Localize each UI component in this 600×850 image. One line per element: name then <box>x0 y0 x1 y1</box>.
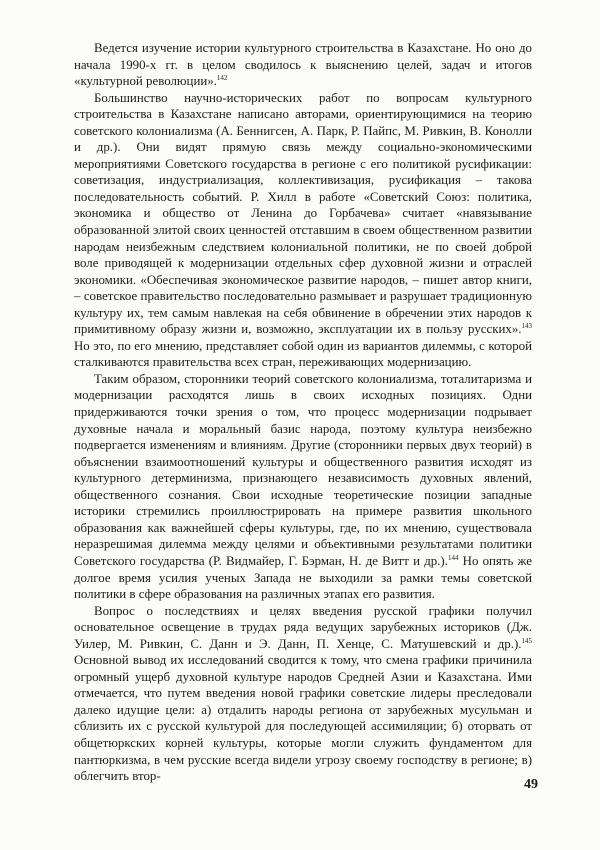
page-number: 49 <box>524 777 538 792</box>
paragraph-1 <box>74 40 532 90</box>
paragraph-text: Таким образом, сторонники теорий советского колониализма, тоталитаризма и модернизации расходятся лишь в своих исходных позициях. Одни придерживаются точки зрения о том, что процесс модернизации подрывает духовные начала и моральный базис народа, поэтому культура неизбежно подвергается изменениям и влияниям. Другие (сторонники первых двух теорий) в объяснении взаимоотношений культуры и общественного развития исходят из культурного детерминизма, признающего независимость духовных явлений, общественного сознания. Свои исходные теоретические позиции западные историки стремились проиллюстрировать на примере развития школьного образования как важнейшей сферы культуры, где, по их мнению, существовала неразрешимая дилемма между целями и объективными результатами политики Советского государства (Р. Видмайер, Г. Бэрман, Н. де Витт и др.). <box>74 371 532 568</box>
paragraph-text-tail: Но это, по его мнению, представляет собой один из вариантов дилеммы, с которой сталкиваются правительства всех стран, переживающих модернизацию. <box>74 338 532 370</box>
body-text <box>74 40 532 785</box>
paragraph-text: Большинство научно-исторических работ по вопросам культурного строительства в Казахстане написано авторами, ориентирующимися на теорию советского колониализма (А. Беннигсен, А. Парк, Р. Пайпс, М. Ривкин, В. Конолли и др.). Они видят прямую связь между социально-экономическими мероприятиями Советского государства в регионе с его политикой русификации: советизация, индустриализация, коллективизация, русификация – такова последовательность событий. Р. Хилл в работе «Советский Союз: политика, экономика и общество от Ленина до Горбачева» считает «навязывание образованной элитой своих ценностей отставшим в своем общественном развитии народам неизбежным следствием колониальной политики, не по своей доброй воле приводящей к модернизации отдельных сфер духовной жизни и отраслей экономики. «Обеспечивая экономическое развитие народов, – пишет автор книги, – советское правительство последовательно размывает и разрушает традиционную культуру их, тем самым навлекая на себя обвинение в обречении этих народов к примитивному образу жизни и, возможно, эксплуатации их в пользу русских». <box>74 90 532 337</box>
footnote-ref-142: 142 <box>216 74 228 83</box>
paragraph-3 <box>74 371 532 603</box>
footnote-ref-145: 145 <box>521 636 532 645</box>
paragraph-text-tail: Основной вывод их исследований сводится к тому, что смена графики причинила огромный ущерб духовной культуре народов Средней Азии и Казахстана. Ими отмечается, что путем введения новой графики советские лидеры преследовали далеко идущие цели: а) отдалить народы региона от зарубежных мусульман и сблизить их с русской культурой для последующей ассимиляции; б) оторвать от общетюркских корней культуры, которые могли служить фундаментом для пантюркизма, в чем русские всегда видели угрозу своему господству в регионе; в) облегчить втор- <box>74 653 532 784</box>
paragraph-text: Ведется изучение истории культурного строительства в Казахстане. Но оно до начала 1990-х гг. в целом сводилось к выяснению целей, задач и итогов «культурной революции». <box>74 41 532 89</box>
footnote-ref-144: 144 <box>447 553 459 562</box>
paragraph-text: Вопрос о последствиях и целях введения русской графики получил основательное освещение в трудах ряда ведущих зарубежных историков (Дж. Уилер, М. Ривкин, С. Данн и Э. Данн, П. Хенце, С. Матушевский и др.). <box>74 603 532 651</box>
paragraph-4 <box>74 603 532 785</box>
paragraph-text-tail: Но опять же долгое время усилия ученых Запада не выходили за рамки темы советской политики в сфере образования на различных этапах его развития. <box>74 553 532 602</box>
footnote-ref-143: 143 <box>521 322 532 331</box>
paragraph-2 <box>74 90 532 371</box>
